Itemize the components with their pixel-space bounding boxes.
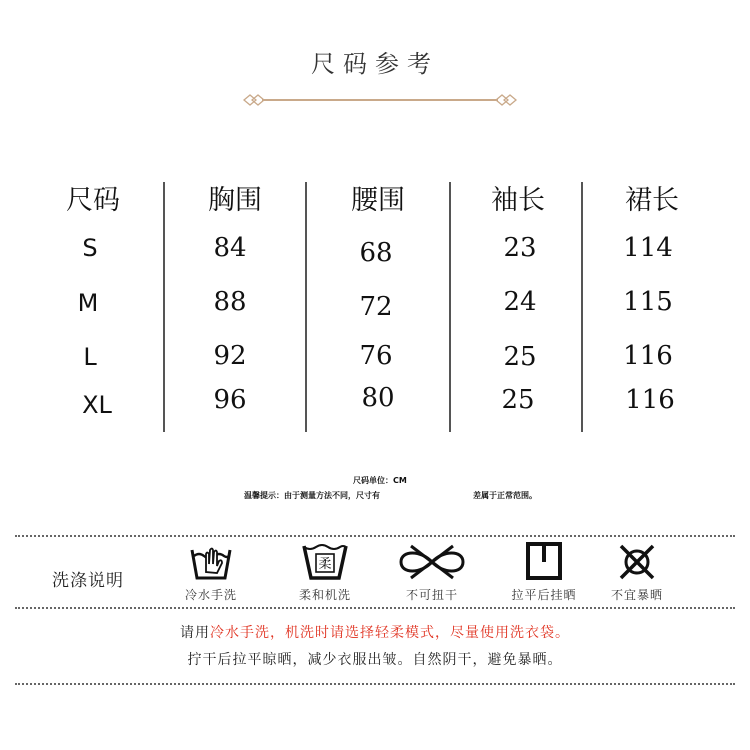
care-label: 柔和机洗 — [298, 588, 351, 602]
care-item — [592, 542, 682, 603]
care-item — [499, 542, 589, 603]
skirt-value: 115 — [623, 287, 673, 317]
chest-value: 96 — [213, 385, 247, 415]
header-skirt: 裙长 — [625, 185, 679, 216]
unit-note: 尺码单位：CM — [353, 476, 407, 485]
do-not-wring-icon — [397, 542, 467, 582]
header-size: 尺码 — [66, 185, 120, 216]
skirt-value: 116 — [623, 341, 673, 371]
care-item — [280, 542, 370, 603]
page-title: 尺码参考 — [311, 50, 439, 78]
care-label: 冷水手洗 — [184, 588, 237, 602]
instruction-prefix: 请用 — [180, 625, 210, 641]
measurement-tip-end: 差属于正常范围。 — [473, 491, 537, 500]
column-divider — [305, 182, 307, 432]
waist-value: 72 — [359, 292, 393, 322]
care-label: 拉平后挂晒 — [511, 588, 577, 602]
size-label: XL — [82, 391, 112, 419]
size-label: L — [83, 343, 97, 371]
size-label: M — [77, 289, 99, 317]
skirt-value: 114 — [623, 233, 673, 263]
hand-wash-icon — [186, 542, 236, 582]
sleeve-value: 23 — [503, 233, 537, 263]
column-divider — [449, 182, 451, 432]
care-item — [387, 542, 477, 603]
care-label: 不宜暴晒 — [610, 588, 663, 602]
waist-value: 80 — [361, 383, 395, 413]
dry-flat-icon — [519, 542, 569, 582]
sleeve-value: 25 — [501, 385, 535, 415]
column-divider — [581, 182, 583, 432]
washing-instruction-2: 拧干后拉平晾晒，减少衣服出皱。自然阴干，避免暴晒。 — [187, 652, 563, 668]
chest-value: 88 — [213, 287, 247, 317]
header-chest: 胸围 — [208, 185, 262, 216]
measurement-tip: 温馨提示：由于测量方法不同，尺寸有 — [244, 491, 380, 500]
chest-value: 84 — [213, 233, 247, 263]
skirt-value: 116 — [625, 385, 675, 415]
dotted-divider — [15, 683, 735, 685]
dotted-divider — [15, 535, 735, 537]
washing-instruction-1 — [0, 622, 750, 642]
header-waist: 腰围 — [351, 185, 405, 216]
column-divider — [163, 182, 165, 432]
care-item — [166, 542, 256, 603]
dotted-divider — [15, 607, 735, 609]
sleeve-value: 24 — [503, 287, 537, 317]
gentle-machine-wash-icon — [300, 542, 350, 582]
size-label: S — [82, 234, 98, 262]
waist-value: 68 — [359, 238, 393, 268]
svg-text:柔: 柔 — [318, 557, 332, 572]
instruction-highlight: 冷水手洗，机洗时请选择轻柔模式，尽量使用洗衣袋。 — [210, 625, 570, 641]
sleeve-value: 25 — [503, 342, 537, 372]
waist-value: 76 — [359, 341, 393, 371]
header-sleeve: 袖长 — [491, 185, 545, 216]
do-not-tumble-dry-icon — [612, 542, 662, 582]
washing-title: 洗涤说明 — [52, 571, 124, 591]
chest-value: 92 — [213, 341, 247, 371]
care-label: 不可扭干 — [405, 588, 458, 602]
